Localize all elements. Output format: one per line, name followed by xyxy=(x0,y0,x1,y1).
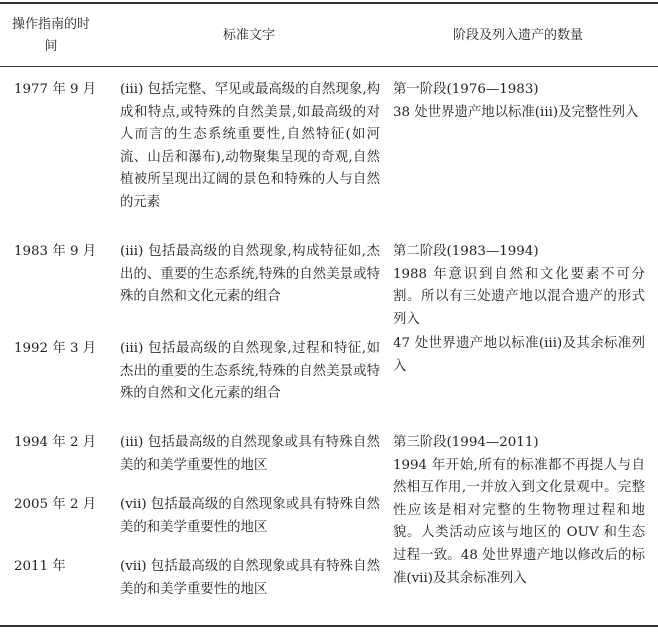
row-date: 2011 年 xyxy=(14,559,66,574)
row-criterion: (iii) 包括最高级的自然现象,过程和特征,如杰出的重要的生态系统,特殊的自然美景或特殊的自然和文化元素的组合 xyxy=(120,341,380,402)
row-criterion: (vii) 包括最高级的自然现象或具有特殊自然美的和美学重要性的地区 xyxy=(120,497,380,535)
stage-block: 47 处世界遗产地以标准(iii)及其余标准列入 xyxy=(393,336,645,374)
header-criterion-text: 标准文字 xyxy=(222,28,275,43)
bottom-rule xyxy=(0,625,658,627)
header-stage-count: 阶段及列入遗产的数量 xyxy=(452,28,583,43)
row-date: 1983 年 9 月 xyxy=(14,244,97,259)
row-criterion: (iii) 包括完整、罕见或最高级的自然现象,构成和特点,或特殊的自然美景,如最高级的对人而言的生态系统重要性,自然特征(如河流、山岳和瀑布),动物聚集呈现的奇观,自然植被所呈现出辽阔的景色和特殊的人与自然的元素 xyxy=(120,82,380,210)
row-criterion: (iii) 包括最高级的自然现象或具有特殊自然美的和美学重要性的地区 xyxy=(120,435,380,473)
top-rule xyxy=(0,2,658,4)
header-guideline-date: 操作指南的时间 xyxy=(11,17,90,54)
row-criterion: (vii) 包括最高级的自然现象或具有特殊自然美的和美学重要性的地区 xyxy=(120,559,380,597)
stage-block: 第三阶段(1994—2011) 1994 年开始,所有的标准都不再提人与自然相互作用,一并放入到文化景观中。完整性应该是相对完整的生物物理过程和地貌。人类活动应该与地区的 OUV 和生态过程一致。48 处世界遗产地以修改后的标准(vii)及其余标准列入 xyxy=(393,435,645,586)
row-date: 1992 年 3 月 xyxy=(14,341,97,356)
stage-block: 第二阶段(1983—1994) 1988 年意识到自然和文化要素不可分割。所以有三处遗产地以混合遗产的形式列入 xyxy=(393,244,645,327)
row-criterion: (iii) 包括最高级的自然现象,构成特征如,杰出的、重要的生态系统,特殊的自然美景或特殊的自然和文化元素的组合 xyxy=(120,244,380,305)
row-date: 1977 年 9 月 xyxy=(14,82,97,97)
row-date: 2005 年 2 月 xyxy=(14,497,97,512)
row-date: 1994 年 2 月 xyxy=(14,435,97,450)
header-rule xyxy=(0,66,658,67)
stage-block: 第一阶段(1976—1983) 38 处世界遗产地以标准(iii)及完整性列入 xyxy=(393,82,639,120)
